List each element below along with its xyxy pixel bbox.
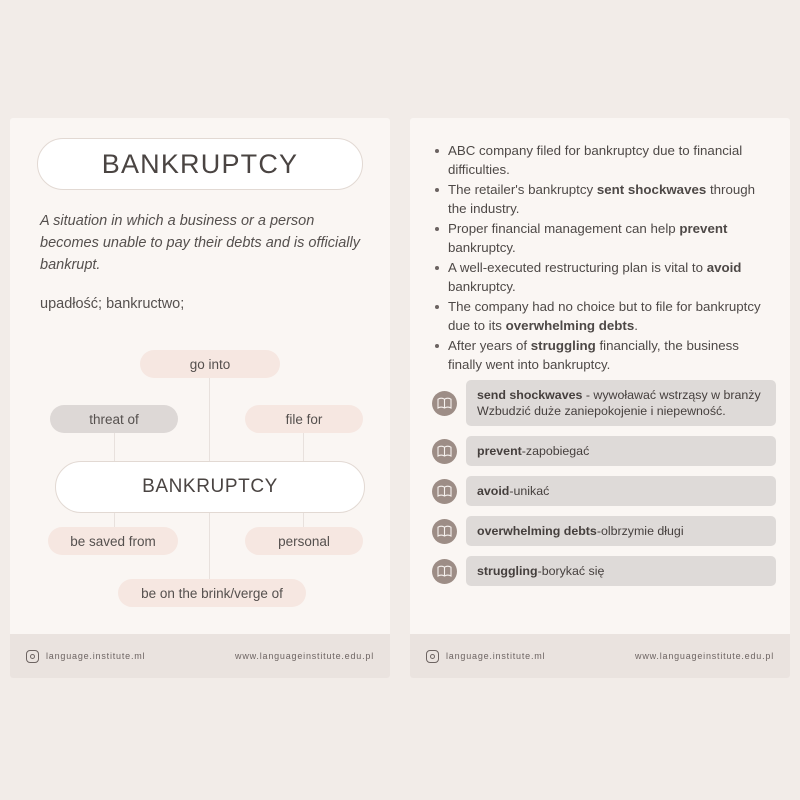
map-node-personal[interactable]: [245, 527, 363, 555]
example-bold: sent shockwaves: [596, 182, 707, 197]
list-item: [432, 259, 772, 296]
list-item: [432, 298, 772, 335]
connector-line: [209, 513, 210, 583]
list-item: [432, 337, 772, 374]
vocabulary-term: send shockwaves: [477, 388, 583, 402]
vocabulary-text: [466, 380, 776, 426]
vocabulary-row: [432, 516, 776, 546]
example-text-tail: bankruptcy.: [448, 278, 516, 294]
book-icon: [432, 519, 457, 544]
definition-text: A situation in which a business or a person becomes unable to pay their debts and is officially bankrupt.: [40, 213, 360, 273]
example-bold: prevent: [679, 221, 728, 236]
example-text: A well-executed restructuring plan is vital to: [448, 260, 707, 275]
vocabulary-row: [432, 436, 776, 466]
footer-handle-group: [426, 650, 545, 663]
footer-website: www.languageinstitute.edu.pl: [235, 651, 374, 661]
instagram-icon: [426, 650, 439, 663]
list-item: [432, 220, 772, 257]
vocabulary-row: [432, 476, 776, 506]
translation-text: upadłość; bankructwo;: [40, 296, 185, 312]
book-icon: [432, 439, 457, 464]
map-node-label: file for: [285, 411, 323, 427]
map-center-label: BANKRUPTCY: [142, 476, 278, 497]
right-footer: [410, 634, 790, 678]
vocabulary-text: [466, 516, 776, 546]
footer-website: www.languageinstitute.edu.pl: [635, 651, 774, 661]
map-node-go-into[interactable]: [140, 350, 280, 378]
footer-handle-group: [26, 650, 145, 663]
examples-list: [432, 142, 772, 376]
map-center-node: [55, 461, 365, 513]
vocabulary-text: [466, 476, 776, 506]
map-node-be-on-the-brink[interactable]: [118, 579, 306, 607]
example-text: After years of: [448, 338, 531, 353]
left-card: [10, 118, 390, 678]
footer-handle: language.institute.ml: [46, 651, 146, 661]
vocabulary-text: [466, 556, 776, 586]
example-text-tail: .: [634, 317, 638, 333]
vocabulary-term: prevent: [477, 444, 522, 458]
example-text: ABC company filed for bankruptcy due to financial difficulties.: [448, 143, 743, 177]
instagram-icon: [26, 650, 39, 663]
book-icon: [432, 559, 457, 584]
example-text-tail: through the industry.: [448, 182, 756, 216]
map-node-label: be on the brink/verge of: [141, 585, 283, 601]
map-node-threat-of[interactable]: [50, 405, 178, 433]
list-item: [432, 181, 772, 218]
vocabulary-definition: - wywoławać wstrząsy w branży Wzbudzić duże zaniepokojenie i niepewność.: [477, 388, 761, 418]
mind-map: [10, 333, 390, 633]
example-text: Proper financial management can help: [448, 221, 680, 236]
vocabulary-list: [432, 380, 776, 596]
example-bold: avoid: [706, 260, 742, 275]
example-bold: overwhelming debts: [505, 317, 635, 333]
map-node-be-saved-from[interactable]: [48, 527, 178, 555]
example-bold: struggling: [530, 338, 596, 353]
example-text-tail: financially, the business finally went into bankruptcy.: [448, 338, 739, 372]
book-icon: [432, 479, 457, 504]
map-node-label: personal: [278, 533, 330, 549]
example-text: The company had no choice but to file for bankruptcy due to its: [448, 299, 761, 333]
footer-handle: language.institute.ml: [446, 651, 546, 661]
vocabulary-definition: -unikać: [509, 484, 550, 498]
map-node-file-for[interactable]: [245, 405, 363, 433]
list-item: [432, 142, 772, 179]
book-icon: [432, 391, 457, 416]
vocabulary-definition: -borykać się: [537, 564, 605, 578]
vocabulary-row: [432, 380, 776, 426]
vocabulary-term: struggling: [477, 564, 538, 578]
map-node-label: go into: [189, 356, 231, 372]
map-node-label: be saved from: [70, 533, 156, 549]
vocabulary-definition: -olbrzymie długi: [596, 524, 684, 538]
vocabulary-text: [466, 436, 776, 466]
example-text: The retailer's bankruptcy: [448, 182, 597, 197]
left-footer: [10, 634, 390, 678]
vocabulary-term: avoid: [477, 484, 510, 498]
example-text-tail: bankruptcy.: [448, 239, 516, 255]
right-card: [410, 118, 790, 678]
map-node-label: threat of: [89, 411, 139, 427]
page-title-text: BANKRUPTCY: [101, 148, 299, 179]
vocabulary-row: [432, 556, 776, 586]
vocabulary-term: overwhelming debts: [477, 524, 597, 538]
page-title: [37, 138, 363, 190]
vocabulary-definition: -zapobiegać: [521, 444, 590, 458]
